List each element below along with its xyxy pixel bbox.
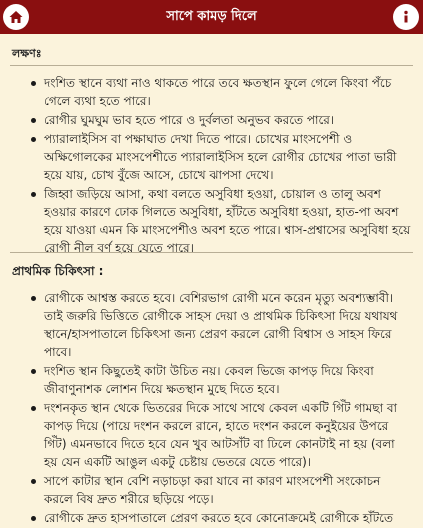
list-item-text: রোগীর ঘুমঘুম ভাব হতে পারে ও দুর্বলতা অনুভব করতে পারে।	[44, 113, 335, 127]
symptoms-heading: লক্ষণঃ	[12, 47, 42, 60]
divider	[10, 65, 413, 66]
bullet-icon	[31, 118, 36, 123]
list-item	[0, 130, 423, 184]
symptoms-list	[0, 74, 423, 258]
home-button[interactable]	[3, 4, 29, 30]
bullet-icon	[31, 479, 36, 484]
bullet-icon	[31, 192, 36, 197]
bullet-icon	[31, 137, 36, 142]
list-item-text: প্যারালাইসিস বা পক্ষাঘাত দেখা দিতে পারে। চোখের মাংসপেশী ও অক্ষিগোলকের মাংসপেশীতে প্যারালাইসিস হলে রোগীর চোখের পাতা ভারী হয়ে যায়, চোখ বুঁজে আসে, চোখে ঝাপসা দেখে।	[44, 132, 397, 182]
bullet-icon	[31, 516, 36, 521]
article-content	[0, 34, 423, 525]
home-icon	[8, 9, 24, 25]
list-item	[0, 74, 423, 110]
list-item	[0, 362, 423, 398]
list-item-text: সাপে কাটার স্থান বেশি নড়াচড়া করা যাবে না কারণ মাংসপেশী সংকোচন করলে বিষ দ্রুত শরীরে ছড়িয়ে পড়ে।	[44, 474, 381, 506]
list-item	[0, 111, 423, 129]
list-item-text: রোগীকে দ্রুত হাসপাতালে প্রেরণ করতে হবে কোনোক্রমেই রোগীকে হাঁটতে	[44, 511, 394, 525]
list-item-text: রোগীকে আশ্বস্ত করতে হবে। বেশিরভাগ রোগী মনে করেন মৃত্যু অবশ্যম্ভাবী। তাই জরুরি ভিত্তিতে রোগীকে সাহস দেয়া ও প্রাথমিক চিকিৎসা দিয়ে যথাযথ স্থানে/হাসপাতালে চিকিৎসা জন্য প্রেরণ করলে রোগী বিশ্বাস ও সাহস ফিরে পাবে।	[44, 291, 398, 359]
list-item	[0, 289, 423, 361]
list-item-text: দংশিত স্থানে ব্যথা নাও থাকতে পারে তবে ক্ষতস্থান ফুলে গেলে কিংবা পঁচে গেলে ব্যথা হতে পারে।	[44, 76, 392, 108]
list-item-text: জিহ্বা জড়িয়ে আসা, কথা বলতে অসুবিধা হওয়া, চোয়াল ও তালু অবশ হওয়ার কারণে ঢোক গিলতে অসুবিধা, হাঁটতে অসুবিধা হওয়া, হাত-পা অবশ হয়ে যাওয়া এমন কি মাংসপেশীও অবশ হতে পারে। শ্বাস-প্রশ্বাসের অসুবিধা হয়ে রোগী নীল বর্ণ হয়ে যেতে পারে।	[44, 187, 411, 255]
bullet-icon	[31, 406, 36, 411]
info-icon	[398, 9, 414, 25]
app-header	[0, 0, 423, 34]
first-aid-list	[0, 289, 423, 528]
info-button[interactable]	[393, 4, 419, 30]
list-item	[0, 472, 423, 508]
bullet-icon	[31, 369, 36, 374]
list-item-text: দংশিত স্থান কিছুতেই কাটা উচিত নয়। কেবল ভিজে কাপড় দিয়ে কিংবা জীবাণুনাশক লোশন দিয়ে ক্ষতস্থান মুছে দিতে হবে।	[44, 364, 374, 396]
divider	[10, 252, 413, 253]
list-item	[0, 509, 423, 527]
bullet-icon	[31, 81, 36, 86]
list-item	[0, 185, 423, 257]
first-aid-heading: প্রাথমিক চিকিৎসা :	[12, 264, 104, 278]
list-item-text: দংশনকৃত স্থান থেকে ভিতরের দিকে সাথে সাথে কেবল একটি গিঁট গামছা বা কাপড় দিয়ে (পায়ে দংশন করলে রানে, হাতে দংশন করলে কনুইয়ের উপরে গিঁট) এমনভাবে দিতে হবে যেন খুব আটসাঁট বা ঢিলে কোনটাই না হয় (বলা হয় যেন একটি আঙুল একটু চেষ্টায় ভেতরে যেতে পারে)।	[44, 401, 398, 469]
list-item	[0, 399, 423, 471]
bullet-icon	[31, 296, 36, 301]
page-title: সাপে কামড় দিলে	[166, 8, 257, 24]
